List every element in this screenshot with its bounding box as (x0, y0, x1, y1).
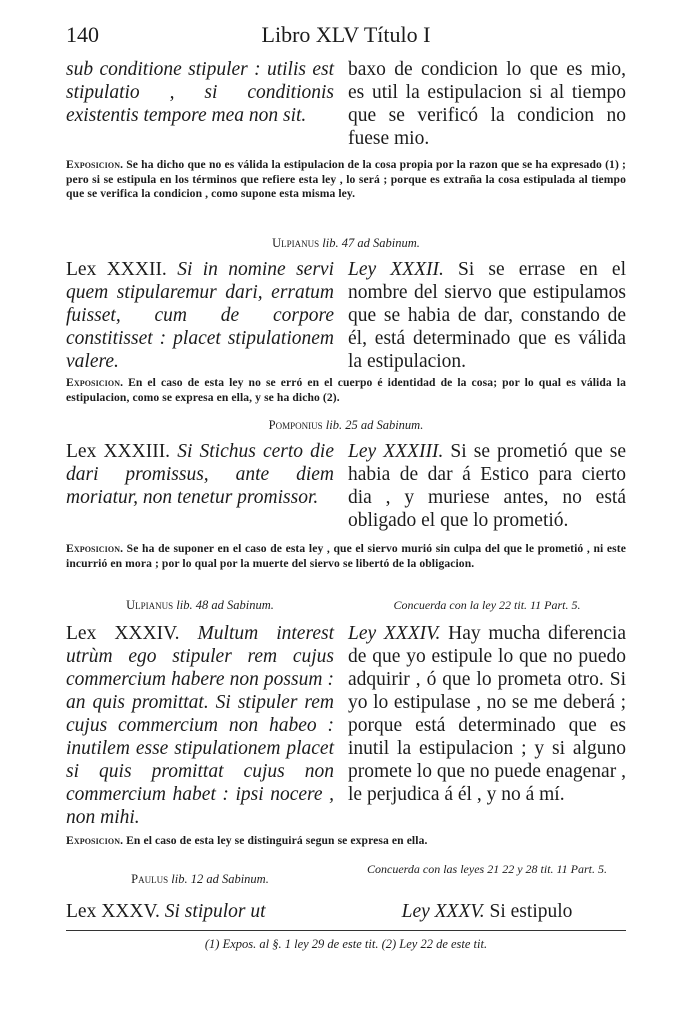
running-title: Libro XLV Título I (261, 22, 431, 47)
law-34-latin: Lex XXXIV. Multum interest utrùm ego stipuler rem cujus commercium habere non possum : an quis promittat. Si stipuler rem cujus commercium non habeo : inutilem esse stipulationem placet si quis promittat cujus non commercium habet : ipsi nocere , non mihi. (66, 623, 334, 828)
exposition-2: Exposicion. En el caso de esta ley no se erró en el cuerpo é identidad de la cosa; por lo qual es válida la estipulacion, como se expresa en ella, y se ha dicho (2). (66, 376, 627, 404)
exposition-3: Exposicion. Se ha de suponer en el caso de esta ley , que el siervo murió sin culpa del que le prometió , ni este incurrió en mora ; por lo qual por la muerte del siervo se libertó de la obligacion. (66, 542, 626, 570)
law-34-row (66, 622, 626, 830)
law-35-latin: Lex XXXV. Si stipulor ut (66, 901, 266, 922)
law-31-row (66, 58, 626, 150)
footnote-rule (66, 930, 626, 931)
law-32-spanish: Ley XXXII. Si se errase en el nombre del siervo que estipulamos que se habia de dar, constando de él, está determinado que es válida la estipulacion. (348, 259, 626, 372)
law-33-row (66, 440, 626, 536)
exposition-text: Se ha dicho que no es válida la estipulacion de la cosa propia por la razon que se ha expresado (1) ; pero si se estipula en los términos que refiere esta ley , lo será ; porque es extraña la cosa estipulada al tiempo que se verifica la condicion , como supone esta misma ley. (66, 158, 627, 200)
law-33-spanish: Ley XXXIII. Si se prometió que se habia de dar á Estico para cierto dia , y muriese antes, no está obligado el que lo prometió. (348, 441, 627, 531)
source-heading-34: Ulpianus lib. 48 ad Sabinum. (126, 598, 274, 612)
page-number: 140 (66, 22, 99, 47)
law-35-spanish: Ley XXXV. Si estipulo (401, 901, 573, 922)
source-heading-33: Pomponius lib. 25 ad Sabinum. (268, 418, 424, 432)
concordance-34: Concuerda con la ley 22 tit. 11 Part. 5. (393, 598, 581, 612)
footnotes: (1) Expos. al §. 1 ley 29 de este tit. (2) Ley 22 de este tit. (204, 937, 488, 951)
law-34-spanish: Ley XXXIV. Hay mucha diferencia de que yo estipule lo que no puedo adquirir , ó que lo prometa otro. Si yo lo estipulase , no se me deberá ; porque está determinado que es inutil la estipulacion ; y si alguno promete lo que no puede enagenar , le perjudica á él , y no á mí. (348, 623, 626, 805)
page-header (66, 22, 626, 52)
law-35-row (66, 900, 626, 926)
law-31-spanish: baxo de condicion lo que es mio, es util la estipulacion si al tiempo que se verificó la condicion no fuese mio. (348, 59, 626, 149)
law-32-row (66, 258, 626, 372)
source-heading-32: Ulpianus lib. 47 ad Sabinum. (272, 236, 420, 250)
law-31-latin: sub conditione stipuler : utilis est stipulatio , si conditionis existentis tempore mea non sit. (66, 59, 334, 126)
law-33-latin: Lex XXXIII. Si Stichus certo die dari promissus, ante diem moriatur, non tenetur promissor. (66, 441, 335, 508)
exposition-label: Exposicion. (66, 158, 124, 171)
concordance-35: Concuerda con las leyes 21 22 y 28 tit. 11 Part. 5. (367, 862, 607, 876)
law-32-latin: Lex XXXII. Si in nomine servi quem stipularemur dari, erratum fuisset, cum de corpore constitisset : placet stipulationem valere. (66, 259, 334, 372)
source-heading-35: Paulus lib. 12 ad Sabinum. (131, 872, 269, 886)
exposition-4: Exposicion. En el caso de esta ley se distinguirá segun se expresa en ella. (66, 834, 428, 847)
exposition-1 (66, 158, 626, 202)
